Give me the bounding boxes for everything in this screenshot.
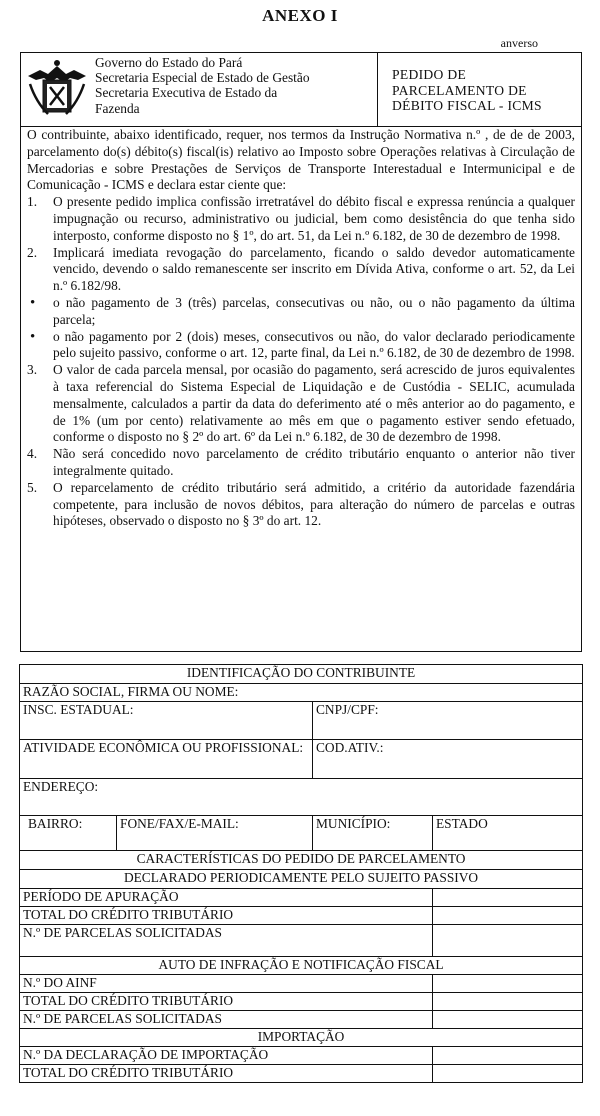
bullet-icon: • [30, 328, 36, 345]
document-header [20, 52, 582, 127]
installments-requested-label: N.º DE PARCELAS SOLICITADAS [20, 925, 433, 957]
assessment-period-label: PERÍODO DE APURAÇÃO [20, 889, 433, 907]
section-title-identification: IDENTIFICAÇÃO DO CONTRIBUINTE [20, 665, 583, 684]
item-text: o não pagamento de 3 (três) parcelas, consecutivas ou não, ou o não pagamento da última parcela; [53, 294, 575, 327]
request-text [20, 127, 582, 652]
item-text: Não será concedido novo parcelamento de crédito tributário enquanto o anterior não tiver integralmente quitado. [53, 446, 575, 478]
corporate-name-field[interactable]: RAZÃO SOCIAL, FIRMA OU NOME: [20, 684, 583, 702]
assessment-period-value[interactable] [433, 889, 583, 907]
intro-paragraph: O contribuinte, abaixo identificado, requer, nos termos da Instrução Normativa n.º , de de de 2003, parcelamento do(s) débito(s) fiscal(is) relativo ao Imposto sobre Operações relativas à Circulação de Mercadorias e sobre Prestações de Serviços de Transporte Interestadual e Intermunicipal e de Comunicação - ICMS e declara estar ciente que: [27, 127, 575, 193]
section-title-import: IMPORTAÇÃO [20, 1029, 583, 1047]
total-tax-credit-value[interactable] [433, 1065, 583, 1083]
gov-line: Governo do Estado do Pará [95, 55, 243, 70]
state-registration-field[interactable]: INSC. ESTADUAL: [20, 702, 313, 740]
import-declaration-label: N.º DA DECLARAÇÃO DE IMPORTAÇÃO [20, 1047, 433, 1065]
total-tax-credit-value[interactable] [433, 907, 583, 925]
municipality-field[interactable]: MUNICÍPIO: [313, 816, 433, 851]
item-marker: 3. [27, 362, 38, 378]
total-tax-credit-label: TOTAL DO CRÉDITO TRIBUTÁRIO [20, 1065, 433, 1083]
item-text: o não pagamento por 2 (dois) meses, consecutivos ou não, do valor declarado periodicamente pelo sujeito passivo, conforme o art. 12, parte final, da Lei n.º 6.182, de 30 de dezembro de 1998. [53, 328, 575, 361]
section-title-infraction: AUTO DE INFRAÇÃO E NOTIFICAÇÃO FISCAL [20, 957, 583, 975]
phone-fax-email-field[interactable]: FONE/FAX/E-MAIL: [117, 816, 313, 851]
item-marker: 2. [27, 244, 38, 260]
economic-activity-field[interactable]: ATIVIDADE ECONÔMICA OU PROFISSIONAL: [20, 740, 313, 779]
list-item [27, 446, 575, 480]
bullet-icon: • [30, 294, 36, 311]
form-title-line: PARCELAMENTO DE [392, 82, 527, 98]
district-field[interactable]: BAIRRO: [20, 816, 117, 851]
installments-requested-value[interactable] [433, 1011, 583, 1029]
gov-line: Fazenda [95, 100, 140, 116]
total-tax-credit-value[interactable] [433, 993, 583, 1011]
government-name [95, 55, 310, 116]
aine-number-value[interactable] [433, 975, 583, 993]
list-item [27, 245, 575, 295]
address-field[interactable]: ENDEREÇO: [20, 779, 583, 816]
aine-number-label: N.º DO AINF [20, 975, 433, 993]
list-item [27, 194, 575, 244]
gov-line: Secretaria Executiva de Estado da [95, 85, 278, 101]
form-title-line: PEDIDO DE [392, 67, 467, 82]
gov-line: Secretaria Especial de Estado de Gestão [95, 70, 310, 86]
item-marker: 1. [27, 194, 38, 210]
state-field[interactable]: ESTADO [433, 816, 583, 851]
annex-title: ANEXO I [262, 6, 338, 25]
item-text: Implicará imediata revogação do parcelamento, ficando o saldo devedor automaticamente vencido, devendo o saldo remanescente ser inscrito em Dívida Ativa, conforme o art. 52, da Lei n.º 6.182/98. [53, 244, 575, 294]
list-item [27, 362, 575, 446]
import-declaration-value[interactable] [433, 1047, 583, 1065]
government-block [21, 53, 378, 126]
list-item [27, 295, 575, 329]
form-title-line: DÉBITO FISCAL - ICMS [392, 98, 542, 113]
section-title-characteristics: CARACTERÍSTICAS DO PEDIDO DE PARCELAMENTO [20, 851, 583, 870]
activity-code-field[interactable]: COD.ATIV.: [313, 740, 583, 779]
list-item [27, 480, 575, 530]
installments-requested-label: N.º DE PARCELAS SOLICITADAS [20, 1011, 433, 1029]
taxpayer-form [19, 664, 583, 1083]
annex-side-label: anverso [500, 36, 538, 50]
item-text: O reparcelamento de crédito tributário será admitido, a critério da autoridade fazendária competente, para inclusão de novos débitos, para alteração do número de parcelas e outras hipóteses, observado o disposto no § 3º do art. 12. [53, 479, 575, 529]
cnpj-cpf-field[interactable]: CNPJ/CPF: [313, 702, 583, 740]
state-coat-of-arms-icon [26, 58, 88, 118]
total-tax-credit-label: TOTAL DO CRÉDITO TRIBUTÁRIO [20, 907, 433, 925]
item-marker: 4. [27, 446, 38, 462]
list-item [27, 329, 575, 363]
total-tax-credit-label: TOTAL DO CRÉDITO TRIBUTÁRIO [20, 993, 433, 1011]
section-title-declared: DECLARADO PERIODICAMENTE PELO SUJEITO PASSIVO [20, 870, 583, 889]
installments-requested-value[interactable] [433, 925, 583, 957]
item-text: O presente pedido implica confissão irretratável do débito fiscal e expressa renúncia a qualquer impugnação ou recurso, administrativo ou judicial, bem como desistência do que tenha sido interposto, conforme disposto no § 1º, do art. 51, da Lei n.º 6.182, de 30 de dezembro de 1998. [53, 194, 575, 243]
item-marker: 5. [27, 479, 38, 495]
item-text: O valor de cada parcela mensal, por ocasião do pagamento, será acrescido de juros equivalentes à taxa referencial do Sistema Especial de Liquidação e de Custódia - SELIC, acumulada mensalmente, calculados a partir da data do deferimento até o mês anterior ao do pagamento, e de 1% (um por cento) relativamente ao mês em que o pagamento estiver sendo efetuado, conforme o disposto no § 2º do art. 6º da Lei n.º 6.182, de 30 de dezembro de 1998. [53, 362, 575, 445]
